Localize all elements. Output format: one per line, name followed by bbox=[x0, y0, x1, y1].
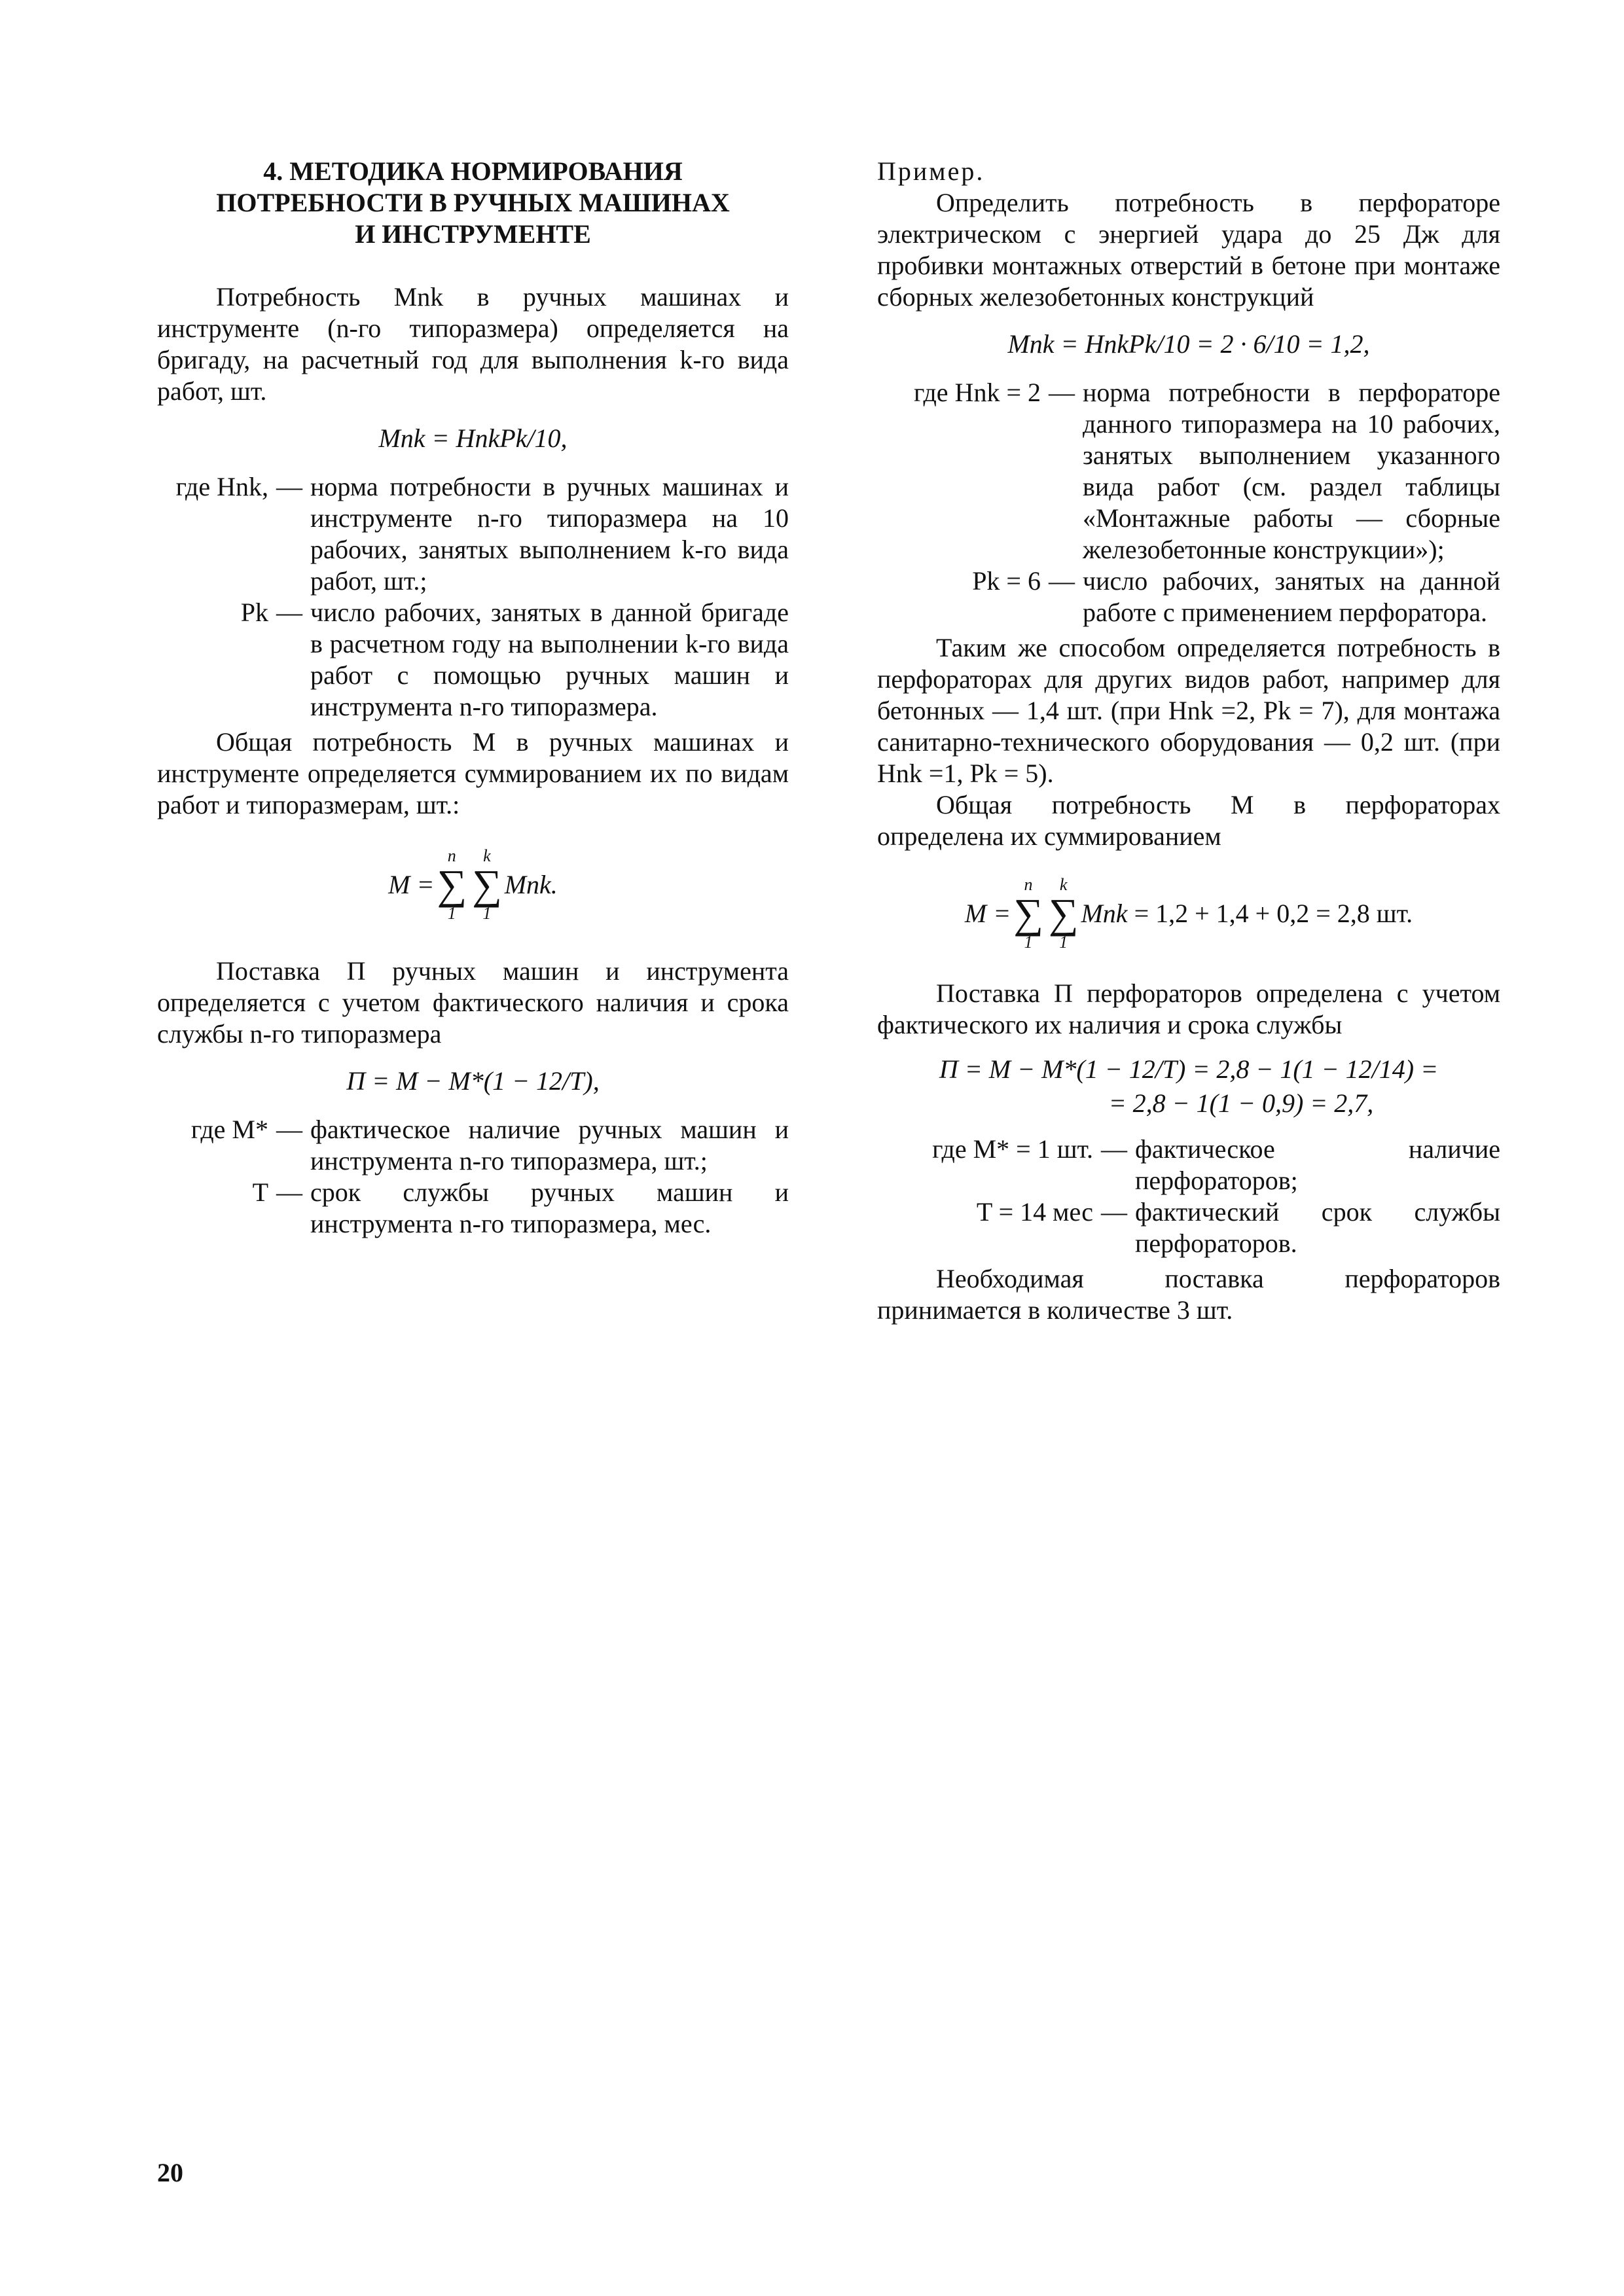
sum-result: = 1,2 + 1,4 + 0,2 = 2,8 шт. bbox=[1134, 899, 1413, 928]
definition-term: T bbox=[252, 1177, 268, 1207]
supply-formula-line-2: = 2,8 − 1(1 − 0,9) = 2,7, bbox=[1108, 1088, 1374, 1118]
section-title-line-1: 4. МЕТОДИКА НОРМИРОВАНИЯ bbox=[263, 156, 683, 186]
definition-row bbox=[877, 1134, 1500, 1196]
definition-dash: — bbox=[276, 472, 302, 501]
sum-term: Mnk bbox=[1081, 899, 1128, 928]
definition-text: фактическое наличие перфораторов; bbox=[1135, 1134, 1500, 1195]
definition-term: где M* = 1 шт. bbox=[932, 1134, 1093, 1164]
definitions-list-2 bbox=[157, 1114, 789, 1240]
definition-row bbox=[157, 597, 789, 723]
definition-text: норма потребности в перфораторе данного типоразмера на 10 рабочих, занятых выполнением указанного вида работ (см. раздел таблицы «Монтажные работы — сборные железобетонные конструкции»); bbox=[1083, 378, 1500, 564]
supply-formula: П = M − M*(1 − 12/T), bbox=[346, 1066, 600, 1096]
definition-term: T = 14 мес bbox=[976, 1197, 1093, 1227]
definition-dash: — bbox=[276, 1177, 302, 1207]
main-formula: Mnk = HnkPk/10, bbox=[378, 423, 568, 453]
sigma-lower-limit: 1 bbox=[1024, 933, 1033, 952]
definition-row bbox=[877, 1196, 1500, 1259]
sum-lhs: M = bbox=[964, 899, 1011, 928]
same-way-paragraph: Таким же способом определяется потребность в перфораторах для других видов работ, например для бетонных — 1,4 шт. (при Hnk =2, Pk = 7), для монтажа санитарно-технического оборудования — 0,2 шт. (при Hnk =1, Pk = 5). bbox=[877, 633, 1500, 788]
example-paragraph: Определить потребность в перфораторе электрическом с энергией удара до 25 Дж для пробивки монтажных отверстий в бетоне при монтаже сборных железобетонных конструкций bbox=[877, 188, 1500, 312]
definitions-list-1 bbox=[157, 471, 789, 723]
sigma-icon: ∑ bbox=[437, 861, 467, 908]
definition-dash: — bbox=[1101, 1197, 1127, 1227]
sigma-icon: ∑ bbox=[472, 861, 502, 908]
sigma-n bbox=[437, 847, 467, 923]
definition-term: Pk bbox=[240, 598, 268, 627]
definition-row bbox=[157, 1177, 789, 1240]
conclusion-paragraph: Необходимая поставка перфораторов принимается в количестве 3 шт. bbox=[877, 1264, 1500, 1325]
definition-dash: — bbox=[1049, 378, 1075, 407]
definition-row bbox=[157, 471, 789, 597]
example-formula: Mnk = HnkPk/10 = 2 · 6/10 = 1,2, bbox=[1007, 329, 1370, 359]
sigma-n bbox=[1013, 876, 1043, 952]
definition-term: где M* bbox=[190, 1115, 268, 1144]
definition-text: норма потребности в ручных машинах и инструменте n-го типоразмера на 10 рабочих, занятых выполнением k-го вида работ, шт.; bbox=[310, 472, 789, 596]
definition-term: где Hnk = 2 bbox=[914, 378, 1041, 407]
supply-paragraph: Поставка П перфораторов определена с учетом фактического их наличия и срока службы bbox=[877, 978, 1500, 1039]
sigma-lower-limit: 1 bbox=[482, 904, 492, 923]
example-definitions-1 bbox=[877, 377, 1500, 628]
definition-text: срок службы ручных машин и инструмента n-го типоразмера, мес. bbox=[310, 1177, 789, 1238]
supply-formula-line-1: П = M − M*(1 − 12/T) = 2,8 − 1(1 − 12/14) = bbox=[939, 1054, 1439, 1084]
definition-row bbox=[877, 377, 1500, 565]
sigma-k bbox=[472, 847, 502, 923]
total-paragraph: Общая потребность M в перфораторах определена их суммированием bbox=[877, 790, 1500, 851]
sum-term: Mnk. bbox=[504, 870, 558, 899]
definition-term: где Hnk, bbox=[175, 472, 268, 501]
definition-text: число рабочих, занятых на данной работе с применением перфоратора. bbox=[1083, 566, 1500, 627]
section-title bbox=[157, 156, 789, 250]
sigma-upper-limit: n bbox=[1024, 875, 1033, 894]
total-paragraph: Общая потребность M в ручных машинах и инструменте определяется суммированием их по видам работ и типоразмерам, шт.: bbox=[157, 727, 789, 819]
definition-dash: — bbox=[1101, 1134, 1127, 1164]
sum-formula bbox=[157, 847, 789, 923]
intro-paragraph: Потребность Mnk в ручных машинах и инструменте (n-го типоразмера) определяется на бригаду, на расчетный год для выполнения k-го вида работ, шт. bbox=[157, 282, 789, 406]
section-title-line-3: И ИНСТРУМЕНТЕ bbox=[355, 219, 591, 249]
sigma-lower-limit: 1 bbox=[1059, 933, 1068, 952]
definition-text: фактический срок службы перфораторов. bbox=[1135, 1197, 1500, 1258]
sum-lhs: M = bbox=[388, 870, 435, 899]
definition-row bbox=[877, 565, 1500, 628]
example-label: Пример. bbox=[877, 156, 985, 186]
definition-row bbox=[157, 1114, 789, 1177]
left-column bbox=[157, 156, 789, 1244]
sigma-upper-limit: k bbox=[483, 846, 491, 865]
sigma-upper-limit: k bbox=[1059, 875, 1068, 894]
definition-text: фактическое наличие ручных машин и инструмента n-го типоразмера, шт.; bbox=[310, 1115, 789, 1175]
definition-text: число рабочих, занятых в данной бригаде в расчетном году на выполнении k-го вида работ с помощью ручных машин и инструмента n-го типоразмера. bbox=[310, 598, 789, 721]
sigma-lower-limit: 1 bbox=[447, 904, 456, 923]
sigma-icon: ∑ bbox=[1013, 890, 1043, 937]
sigma-icon: ∑ bbox=[1048, 890, 1079, 937]
definition-dash: — bbox=[276, 1115, 302, 1144]
supply-paragraph: Поставка П ручных машин и инструмента определяется с учетом фактического наличия и срока службы n-го типоразмера bbox=[157, 956, 789, 1049]
section-title-line-2: ПОТРЕБНОСТИ В РУЧНЫХ МАШИНАХ bbox=[216, 188, 730, 217]
sum-formula bbox=[877, 876, 1500, 952]
definition-dash: — bbox=[1049, 566, 1075, 596]
sigma-k bbox=[1049, 876, 1079, 952]
example-definitions-2 bbox=[877, 1134, 1500, 1259]
sigma-upper-limit: n bbox=[447, 846, 456, 865]
right-column bbox=[877, 156, 1500, 1326]
definition-dash: — bbox=[276, 598, 302, 627]
definition-term: Pk = 6 bbox=[972, 566, 1041, 596]
page-number: 20 bbox=[157, 2158, 183, 2187]
